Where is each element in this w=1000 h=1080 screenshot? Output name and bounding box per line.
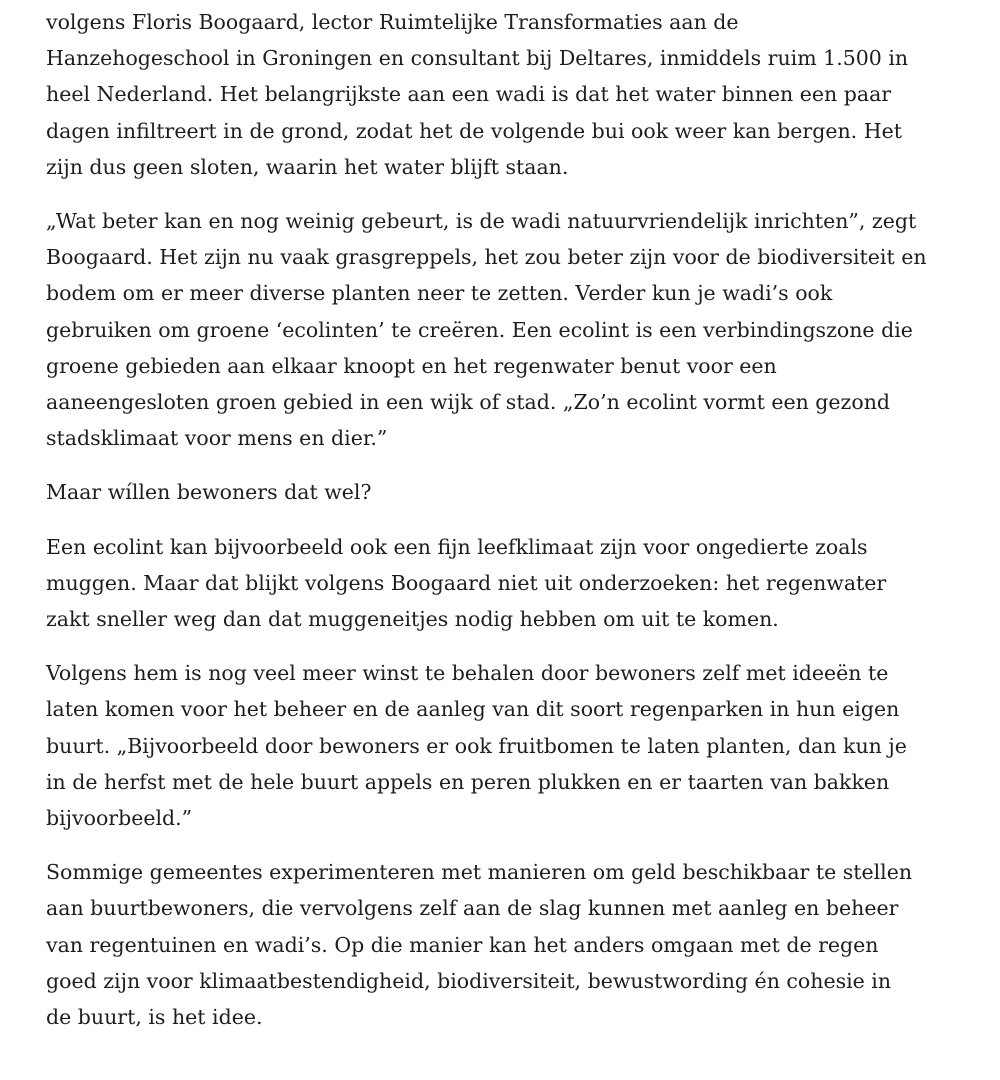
text-line: groene gebieden aan elkaar knoopt en het regenwater benut voor een [46,353,777,378]
paragraph-5 [46,655,946,836]
paragraph-6 [46,854,946,1035]
text-line: bijvoorbeeld.” [46,806,193,831]
text-line: volgens Floris Boogaard, lector Ruimtelijke Transformaties aan de [46,10,739,34]
text-line: zijn dus geen sloten, waarin het water blijft staan. [46,154,569,179]
text-line: Sommige gemeentes experimenteren met manieren om geld beschikbaar te stellen [46,860,913,885]
text-line: Hanzehogeschool in Groningen en consultant bij Deltares, inmiddels ruim 1.500 in [46,46,909,71]
text-line: goed zijn voor klimaatbestendigheid, biodiversiteit, bewustwording én cohesie in [46,968,892,993]
text-line: zakt sneller weg dan dat muggeneitjes nodig hebben om uit te komen. [46,607,779,632]
text-line: van regentuinen en wadi’s. Op die manier kan het anders omgaan met de regen [46,932,879,957]
text-line: heel Nederland. Het belangrijkste aan een wadi is dat het water binnen een paar [46,82,892,107]
text-line: muggen. Maar dat blijkt volgens Boogaard niet uit onderzoeken: het regenwater [46,570,887,595]
text-line: stadsklimaat voor mens en dier.” [46,426,388,451]
text-line: Boogaard. Het zijn nu vaak grasgreppels, het zou beter zijn voor de biodiversiteit en [46,245,927,270]
paragraph-1 [46,4,946,185]
text-line: de buurt, is het idee. [46,1005,263,1030]
text-line: Maar wíllen bewoners dat wel? [46,480,372,505]
text-line: buurt. „Bijvoorbeeld door bewoners er ook fruitbomen te laten planten, dan kun je [46,733,907,758]
text-line: gebruiken om groene ‘ecolinten’ te creëren. Een ecolint is een verbindingszone die [46,317,913,342]
paragraph-3 [46,474,946,510]
text-line: aan buurtbewoners, die vervolgens zelf aan de slag kunnen met aanleg en beheer [46,896,899,921]
text-line: laten komen voor het beheer en de aanleg van dit soort regenparken in hun eigen [46,697,900,722]
text-line: Volgens hem is nog veel meer winst te behalen door bewoners zelf met ideeën te [46,661,889,686]
paragraph-4 [46,529,946,638]
text-line: dagen infiltreert in de grond, zodat het de volgende bui ook weer kan bergen. Het [46,118,902,143]
paragraph-2 [46,203,946,456]
article-body [46,4,946,1053]
text-line: in de herfst met de hele buurt appels en peren plukken en er taarten van bakken [46,769,890,794]
text-line: Een ecolint kan bijvoorbeeld ook een fijn leefklimaat zijn voor ongedierte zoals [46,534,868,559]
text-line: bodem om er meer diverse planten neer te zetten. Verder kun je wadi’s ook [46,281,833,306]
text-line: aaneengesloten groen gebied in een wijk of stad. „Zo’n ecolint vormt een gezond [46,390,891,415]
text-line: „Wat beter kan en nog weinig gebeurt, is de wadi natuurvriendelijk inrichten”, zegt [46,209,917,234]
